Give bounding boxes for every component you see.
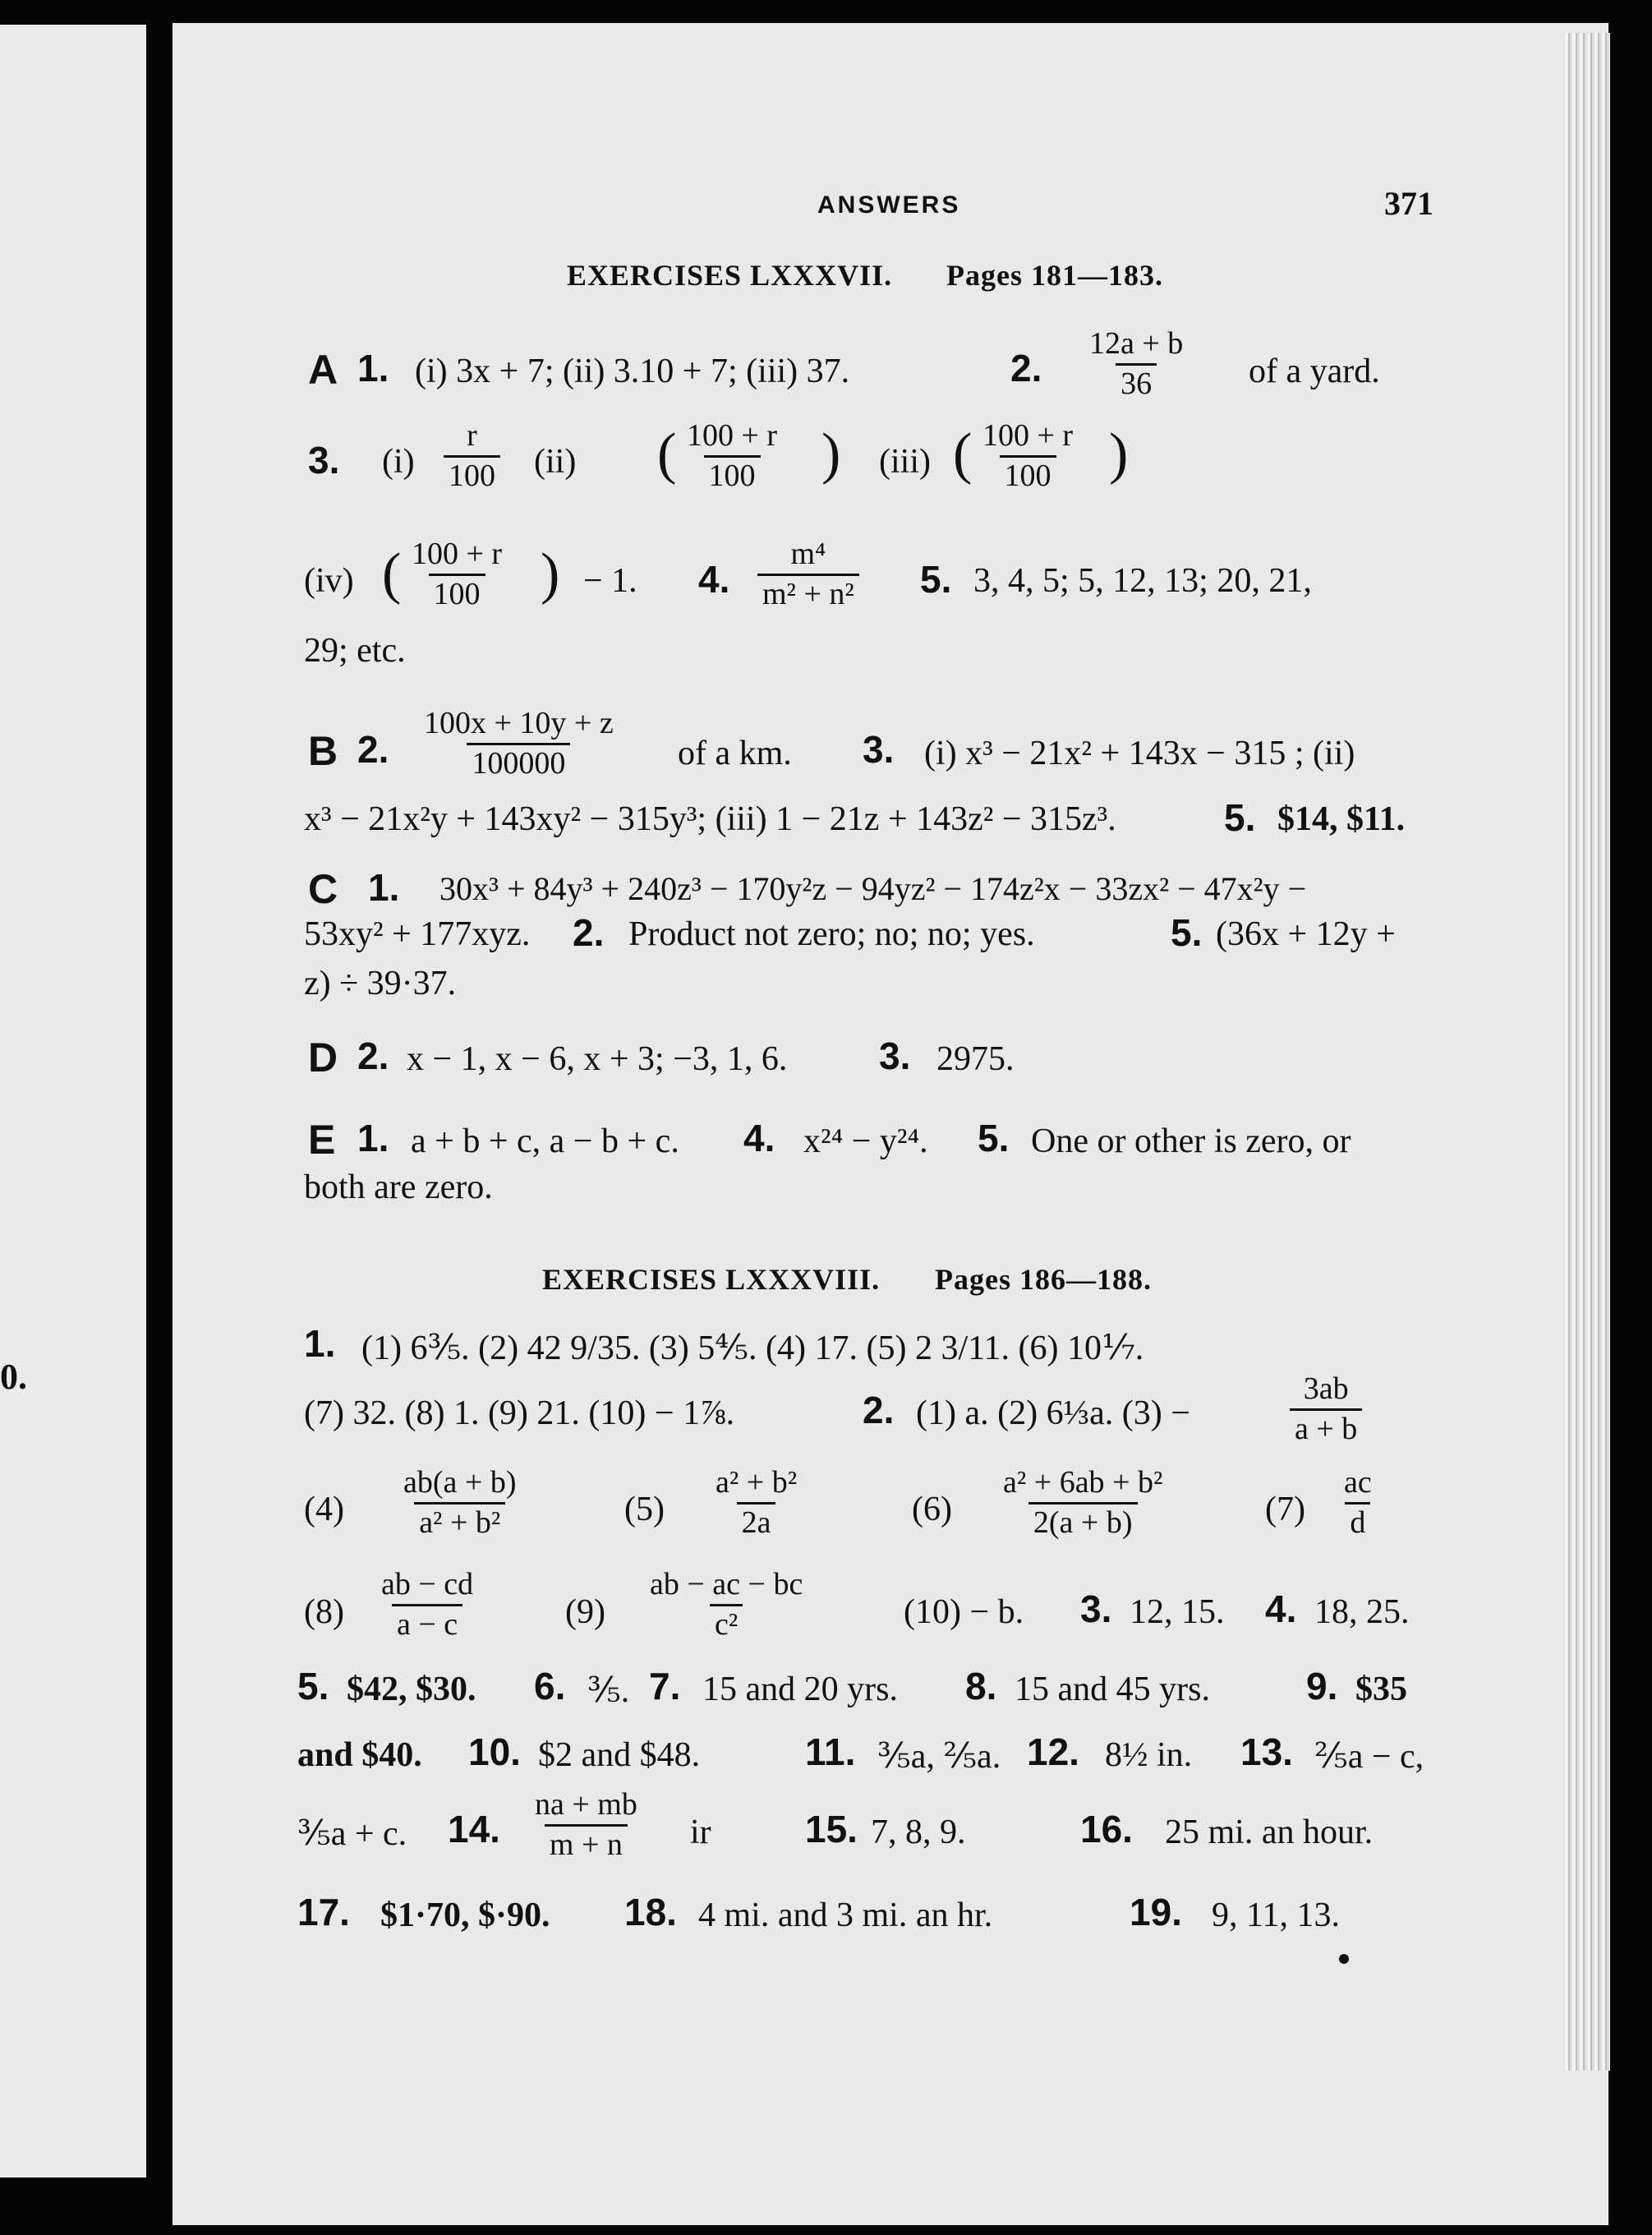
answer-text: ⅗a, ⅖a.	[877, 1738, 1001, 1776]
answer-number: 13.	[1240, 1730, 1293, 1773]
section-pages: Pages 186—188.	[935, 1263, 1152, 1296]
answer-text: 18, 25.	[1314, 1593, 1410, 1631]
answer-number: 19.	[1130, 1891, 1182, 1933]
answer-text: ⅗a + c.	[297, 1815, 407, 1853]
answer-number: 4.	[743, 1117, 775, 1159]
running-title: ANSWERS	[817, 191, 961, 219]
answer-text: of a yard.	[1249, 353, 1380, 390]
answer-text: (iii)	[879, 443, 931, 481]
part-label: B	[308, 728, 338, 774]
answer-text: $1·70, $·90.	[380, 1896, 550, 1934]
fraction: $\frac{100 + r}{100}$	[412, 537, 503, 611]
answer-text: 8½ in.	[1105, 1736, 1193, 1774]
answer-number: 16.	[1080, 1808, 1133, 1850]
answer-number: 3.	[1080, 1588, 1112, 1630]
fraction: $\frac{ab - ac - bc}{\text{c²}}$	[650, 1567, 803, 1642]
answer-text: (i) 3x + 7; (ii) 3.10 + 7; (iii) 37.	[415, 353, 850, 390]
open-paren: (	[382, 542, 402, 606]
answer-text: (i) x³ − 21x² + 143x − 315 ; (ii)	[924, 735, 1355, 772]
answer-number: 3.	[879, 1035, 911, 1077]
answer-text: (1) 6⅗. (2) 42 9/35. (3) 5⅘. (4) 17. (5) 2 3/11. (6) 10⅐.	[361, 1329, 1144, 1367]
answer-text: $14, $11.	[1277, 800, 1406, 838]
answer-text: ir	[690, 1813, 711, 1851]
answer-text: 25 mi. an hour.	[1165, 1813, 1374, 1851]
page-stack-edges	[1565, 33, 1610, 2071]
answer-number: 15.	[805, 1808, 858, 1850]
answer-number: 6.	[534, 1665, 566, 1707]
answer-number: 1.	[368, 866, 400, 909]
answer-number: 3.	[863, 728, 895, 771]
part-label: E	[308, 1117, 336, 1163]
answer-text: both are zero.	[304, 1168, 493, 1206]
fraction: $\frac{ab(a + b)}{\text{a² + b²}}$	[403, 1465, 517, 1540]
answer-number: 5.	[1224, 796, 1256, 839]
answer-text: (36x + 12y +	[1216, 915, 1396, 953]
answer-number: 9.	[1306, 1665, 1338, 1707]
fraction: $\frac{na + mb}{m + n}$	[535, 1787, 637, 1862]
open-paren: (	[953, 422, 973, 486]
fraction: $\frac{12a + b}{36}$	[1089, 326, 1184, 401]
answer-text: (9)	[565, 1593, 605, 1631]
part-label: C	[308, 866, 338, 912]
answer-text: 53xy² + 177xyz.	[304, 915, 531, 953]
fraction: $\frac{3ab}{a + b}$	[1290, 1372, 1362, 1447]
answer-text: 7, 8, 9.	[871, 1813, 966, 1851]
answer-number: 5.	[920, 558, 952, 601]
fraction: $\frac{ac}{d}$	[1344, 1465, 1372, 1540]
left-facing-page	[0, 25, 146, 2177]
answer-number: 8.	[965, 1665, 997, 1707]
answer-text: (4)	[304, 1491, 344, 1528]
answer-number: 5.	[1171, 911, 1203, 954]
answer-number: 2.	[1010, 347, 1042, 389]
fraction: $\frac{\text{a² + b²}}{2a}$	[716, 1465, 798, 1540]
answer-text: ⅗.	[587, 1672, 630, 1710]
fraction: $\frac{\text{m⁴}}{\text{m² + n²}}$	[757, 537, 859, 612]
fraction: $\frac{100 + r}{100}$	[982, 418, 1074, 493]
part-label: A	[308, 347, 338, 393]
close-paren: )	[821, 422, 841, 486]
answer-number: 7.	[649, 1665, 681, 1707]
answer-text: $2 and $48.	[538, 1736, 701, 1774]
section-pages: Pages 181—183.	[946, 259, 1163, 292]
answer-text: One or other is zero, or	[1031, 1122, 1351, 1160]
answer-number: 17.	[297, 1891, 350, 1933]
answer-text: Product not zero; no; no; yes.	[628, 915, 1035, 953]
answer-text: (7) 32. (8) 1. (9) 21. (10) − 1⅞.	[304, 1394, 735, 1432]
answer-text: 15 and 20 yrs.	[702, 1670, 898, 1708]
answer-text: 30x³ + 84y³ + 240z³ − 170y²z − 94yz² − 174z²x − 33zx² − 47x²y −	[439, 870, 1307, 907]
answer-text: x³ − 21x²y + 143xy² − 315y³; (iii) 1 − 21z + 143z² − 315z³.	[304, 800, 1116, 838]
book-page	[173, 23, 1608, 2225]
answer-text: ⅖a − c,	[1314, 1738, 1424, 1776]
answer-number: 12.	[1027, 1730, 1079, 1773]
answer-text: z) ÷ 39·37.	[304, 965, 457, 1002]
answer-text: 4 mi. and 3 mi. an hr.	[698, 1896, 993, 1934]
answer-text: and $40.	[297, 1736, 422, 1774]
left-page-fragment: 0.	[0, 1357, 27, 1397]
answer-number: 1.	[304, 1322, 336, 1365]
answer-text: x − 1, x − 6, x + 3; −3, 1, 6.	[407, 1040, 788, 1078]
fraction: $\frac{\text{a² + 6ab + b²}}{2(a + b)}$	[1003, 1465, 1163, 1540]
answer-text: $35	[1355, 1670, 1407, 1708]
answer-text: 2975.	[936, 1040, 1015, 1078]
answer-number: 4.	[1265, 1588, 1297, 1630]
answer-text: (ii)	[534, 443, 577, 481]
part-label: D	[308, 1035, 338, 1081]
answer-text: of a km.	[678, 735, 792, 772]
open-paren: (	[657, 422, 677, 486]
answer-text: 3, 4, 5; 5, 12, 13; 20, 21,	[973, 562, 1312, 600]
fraction: $\frac{100 + r}{100}$	[687, 418, 778, 493]
page-number: 371	[1384, 185, 1433, 222]
fraction: $\frac{r}{100}$	[444, 419, 500, 494]
close-paren: )	[541, 542, 560, 606]
answer-text: (i)	[382, 443, 415, 481]
answer-number: 11.	[805, 1730, 856, 1773]
fraction: $\frac{100x + 10y + z}{100000}$	[424, 706, 614, 781]
close-paren: )	[1109, 422, 1129, 486]
answer-number: 10.	[468, 1730, 521, 1773]
answer-text: $42, $30.	[347, 1670, 476, 1708]
answer-text: 9, 11, 13.	[1212, 1896, 1340, 1934]
answer-number: 1.	[357, 347, 389, 389]
answer-text: − 1.	[583, 562, 637, 600]
answer-text: (7)	[1265, 1491, 1305, 1528]
answer-number: 5.	[978, 1117, 1010, 1159]
answer-text: (10) − b.	[904, 1593, 1024, 1631]
answer-text: (iv)	[304, 562, 354, 600]
answer-number: 5.	[297, 1665, 329, 1707]
answer-text: 29; etc.	[304, 632, 406, 670]
answer-number: 4.	[698, 558, 730, 601]
answer-text: (1) a. (2) 6⅓a. (3) −	[916, 1394, 1190, 1432]
answer-number: 2.	[357, 1035, 389, 1077]
answer-text: 12, 15.	[1130, 1593, 1225, 1631]
answer-text: (5)	[624, 1491, 665, 1528]
answer-number: 3.	[308, 439, 340, 482]
answer-text: 15 and 45 yrs.	[1015, 1670, 1210, 1708]
answer-number: 2.	[573, 911, 605, 954]
answer-number: 1.	[357, 1117, 389, 1159]
answer-number: 18.	[624, 1891, 677, 1933]
ink-spot	[1339, 1954, 1349, 1964]
answer-text: a + b + c, a − b + c.	[411, 1122, 679, 1160]
answer-number: 14.	[448, 1808, 500, 1850]
answer-number: 2.	[357, 728, 389, 771]
answer-number: 2.	[863, 1389, 895, 1431]
section-title: EXERCISES LXXXVII.	[567, 259, 893, 292]
answer-text: (6)	[912, 1491, 952, 1528]
answer-text: (8)	[304, 1593, 344, 1631]
answer-text: x²⁴ − y²⁴.	[803, 1122, 928, 1160]
fraction: $\frac{ab - cd}{a - c}$	[381, 1567, 474, 1642]
section-title: EXERCISES LXXXVIII.	[542, 1263, 881, 1296]
